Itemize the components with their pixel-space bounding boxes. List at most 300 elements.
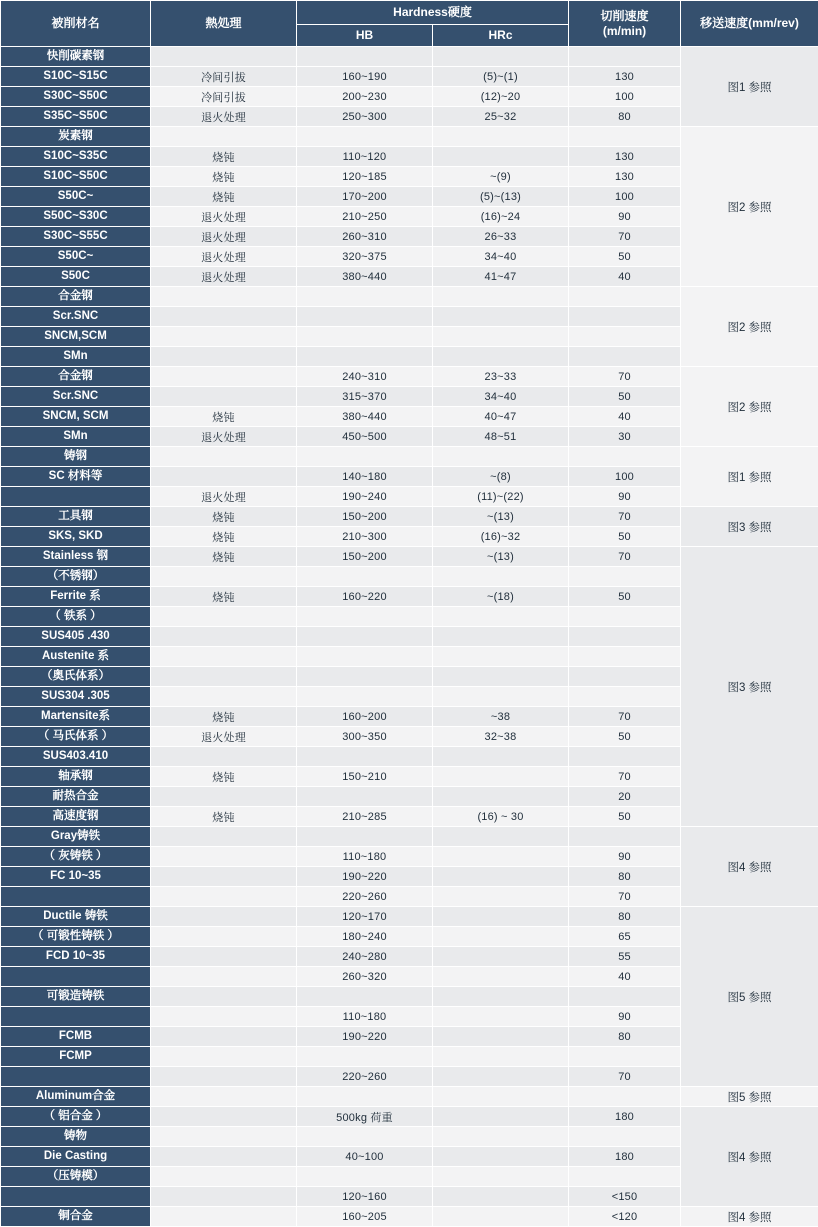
hardness-hrc-cell xyxy=(433,1007,569,1027)
heat-treatment-cell: 冷间引拔 xyxy=(151,67,297,87)
cutting-speed-cell xyxy=(569,687,681,707)
material-name-cell xyxy=(1,967,151,987)
hardness-hb-cell xyxy=(297,747,433,767)
hardness-hb-cell: 300~350 xyxy=(297,727,433,747)
cutting-speed-cell: 40 xyxy=(569,407,681,427)
hardness-hb-cell: 40~100 xyxy=(297,1147,433,1167)
material-name-cell: S10C~S35C xyxy=(1,147,151,167)
heat-treatment-cell xyxy=(151,467,297,487)
heat-treatment-cell: 退火处理 xyxy=(151,727,297,747)
cutting-speed-cell: 100 xyxy=(569,87,681,107)
hardness-hrc-cell xyxy=(433,887,569,907)
hardness-hb-cell: 315~370 xyxy=(297,387,433,407)
hardness-hb-cell: 210~285 xyxy=(297,807,433,827)
cutting-speed-cell: 50 xyxy=(569,727,681,747)
hardness-hb-cell: 150~210 xyxy=(297,767,433,787)
hardness-hb-cell xyxy=(297,667,433,687)
hardness-hrc-cell: ~(18) xyxy=(433,587,569,607)
cutting-speed-cell xyxy=(569,1087,681,1107)
heat-treatment-cell xyxy=(151,1047,297,1067)
feed-rate-note-cell: 图3 参照 xyxy=(681,547,818,827)
hardness-hrc-cell xyxy=(433,1167,569,1187)
table-body xyxy=(1,47,818,1227)
heat-treatment-cell xyxy=(151,1167,297,1187)
table-row xyxy=(1,907,818,927)
table-row xyxy=(1,47,818,67)
hardness-hb-cell: 170~200 xyxy=(297,187,433,207)
cutting-speed-cell: 100 xyxy=(569,187,681,207)
heat-treatment-cell xyxy=(151,747,297,767)
material-name-cell: SC 材料等 xyxy=(1,467,151,487)
cutting-speed-cell: 90 xyxy=(569,207,681,227)
heat-treatment-cell xyxy=(151,567,297,587)
material-name-cell: SUS405 .430 xyxy=(1,627,151,647)
heat-treatment-cell: 烧钝 xyxy=(151,507,297,527)
material-name-cell xyxy=(1,1187,151,1207)
hardness-hrc-cell xyxy=(433,1207,569,1227)
cutting-speed-cell: 130 xyxy=(569,67,681,87)
hardness-hb-cell: 380~440 xyxy=(297,407,433,427)
hardness-hb-cell: 260~320 xyxy=(297,967,433,987)
hardness-hrc-cell: (5)~(1) xyxy=(433,67,569,87)
heat-treatment-cell xyxy=(151,1147,297,1167)
hardness-hb-cell: 110~180 xyxy=(297,1007,433,1027)
cutting-speed-cell: 70 xyxy=(569,547,681,567)
material-name-cell: 铸物 xyxy=(1,1127,151,1147)
heat-treatment-cell: 退火处理 xyxy=(151,487,297,507)
header-hardness: Hardness硬度 xyxy=(297,1,569,25)
table-row xyxy=(1,1107,818,1127)
hardness-hrc-cell xyxy=(433,147,569,167)
hardness-hb-cell: 220~260 xyxy=(297,887,433,907)
hardness-hrc-cell xyxy=(433,1127,569,1147)
cutting-speed-cell: 80 xyxy=(569,907,681,927)
cutting-speed-cell: 130 xyxy=(569,167,681,187)
material-name-cell: FCD 10~35 xyxy=(1,947,151,967)
cutting-speed-cell xyxy=(569,47,681,67)
header-hb: HB xyxy=(297,25,433,47)
hardness-hb-cell: 120~160 xyxy=(297,1187,433,1207)
hardness-hb-cell xyxy=(297,567,433,587)
heat-treatment-cell xyxy=(151,1207,297,1227)
hardness-hb-cell: 250~300 xyxy=(297,107,433,127)
table-row xyxy=(1,507,818,527)
hardness-hb-cell: 210~300 xyxy=(297,527,433,547)
table-row xyxy=(1,547,818,567)
cutting-speed-cell: 80 xyxy=(569,867,681,887)
hardness-hb-cell: 200~230 xyxy=(297,87,433,107)
feed-rate-note-cell: 图2 参照 xyxy=(681,287,818,367)
heat-treatment-cell: 烧钝 xyxy=(151,547,297,567)
cutting-speed-cell: 65 xyxy=(569,927,681,947)
cutting-speed-cell: 90 xyxy=(569,487,681,507)
hardness-hb-cell xyxy=(297,1127,433,1147)
table-row xyxy=(1,447,818,467)
heat-treatment-cell: 烧钝 xyxy=(151,527,297,547)
cutting-speed-cell: 30 xyxy=(569,427,681,447)
hardness-hb-cell: 240~280 xyxy=(297,947,433,967)
material-name-cell: S50C~ xyxy=(1,187,151,207)
heat-treatment-cell xyxy=(151,1007,297,1027)
feed-rate-note-cell: 图5 参照 xyxy=(681,907,818,1087)
hardness-hrc-cell: 25~32 xyxy=(433,107,569,127)
heat-treatment-cell xyxy=(151,307,297,327)
material-name-cell: Ductile 铸铁 xyxy=(1,907,151,927)
hardness-hrc-cell: 23~33 xyxy=(433,367,569,387)
hardness-hb-cell: 160~190 xyxy=(297,67,433,87)
heat-treatment-cell: 烧钝 xyxy=(151,147,297,167)
hardness-hrc-cell: ~(13) xyxy=(433,507,569,527)
hardness-hrc-cell xyxy=(433,847,569,867)
material-name-cell: Die Casting xyxy=(1,1147,151,1167)
hardness-hrc-cell: 41~47 xyxy=(433,267,569,287)
hardness-hrc-cell xyxy=(433,1147,569,1167)
hardness-hrc-cell xyxy=(433,1067,569,1087)
cutting-speed-cell: 70 xyxy=(569,1067,681,1087)
hardness-hrc-cell xyxy=(433,1107,569,1127)
hardness-hb-cell: 160~220 xyxy=(297,587,433,607)
hardness-hb-cell: 240~310 xyxy=(297,367,433,387)
cutting-speed-cell xyxy=(569,327,681,347)
cutting-speed-cell: 90 xyxy=(569,847,681,867)
heat-treatment-cell xyxy=(151,1027,297,1047)
heat-treatment-cell xyxy=(151,1087,297,1107)
material-name-cell: （ 铁系 ） xyxy=(1,607,151,627)
material-name-cell: （不锈钢） xyxy=(1,567,151,587)
hardness-hb-cell xyxy=(297,787,433,807)
cutting-speed-cell: 40 xyxy=(569,267,681,287)
heat-treatment-cell xyxy=(151,647,297,667)
material-name-cell: Stainless 钢 xyxy=(1,547,151,567)
material-name-cell: 合金钢 xyxy=(1,367,151,387)
hardness-hb-cell xyxy=(297,1087,433,1107)
heat-treatment-cell: 烧钝 xyxy=(151,707,297,727)
material-name-cell: Aluminum合金 xyxy=(1,1087,151,1107)
material-name-cell: （ 可锻性铸铁 ） xyxy=(1,927,151,947)
heat-treatment-cell xyxy=(151,287,297,307)
hardness-hb-cell: 190~220 xyxy=(297,1027,433,1047)
hardness-hrc-cell xyxy=(433,1047,569,1067)
material-name-cell: S35C~S50C xyxy=(1,107,151,127)
hardness-hrc-cell xyxy=(433,987,569,1007)
hardness-hrc-cell xyxy=(433,607,569,627)
hardness-hrc-cell xyxy=(433,967,569,987)
hardness-hrc-cell xyxy=(433,1087,569,1107)
hardness-hrc-cell xyxy=(433,287,569,307)
cutting-speed-cell xyxy=(569,347,681,367)
material-name-cell: 快削碳素钢 xyxy=(1,47,151,67)
material-name-cell: S30C~S55C xyxy=(1,227,151,247)
material-name-cell: Ferrite 系 xyxy=(1,587,151,607)
hardness-hb-cell: 190~220 xyxy=(297,867,433,887)
hardness-hb-cell: 160~205 xyxy=(297,1207,433,1227)
hardness-hrc-cell: (16)~32 xyxy=(433,527,569,547)
material-name-cell: S50C xyxy=(1,267,151,287)
material-name-cell: FCMP xyxy=(1,1047,151,1067)
hardness-hrc-cell xyxy=(433,127,569,147)
heat-treatment-cell xyxy=(151,627,297,647)
heat-treatment-cell xyxy=(151,47,297,67)
hardness-hb-cell: 160~200 xyxy=(297,707,433,727)
material-name-cell: Austenite 系 xyxy=(1,647,151,667)
heat-treatment-cell xyxy=(151,887,297,907)
hardness-hb-cell xyxy=(297,687,433,707)
hardness-hrc-cell xyxy=(433,787,569,807)
hardness-hb-cell xyxy=(297,327,433,347)
heat-treatment-cell xyxy=(151,827,297,847)
hardness-hrc-cell xyxy=(433,327,569,347)
feed-rate-note-cell: 图1 参照 xyxy=(681,447,818,507)
cutting-speed-cell: 50 xyxy=(569,387,681,407)
hardness-hrc-cell xyxy=(433,447,569,467)
cutting-speed-cell xyxy=(569,747,681,767)
material-name-cell xyxy=(1,1007,151,1027)
material-name-cell: Scr.SNC xyxy=(1,307,151,327)
cutting-speed-cell: 50 xyxy=(569,587,681,607)
heat-treatment-cell: 烧钝 xyxy=(151,167,297,187)
material-name-cell: Martensite系 xyxy=(1,707,151,727)
feed-rate-note-cell: 图1 参照 xyxy=(681,47,818,127)
header-cutting-speed-line1: 切削速度 xyxy=(571,9,678,24)
heat-treatment-cell: 退火处理 xyxy=(151,427,297,447)
hardness-hb-cell xyxy=(297,1167,433,1187)
material-name-cell xyxy=(1,1067,151,1087)
hardness-hrc-cell xyxy=(433,747,569,767)
material-name-cell: SNCM, SCM xyxy=(1,407,151,427)
header-feed-rate: 移送速度(mm/rev) xyxy=(681,1,818,47)
heat-treatment-cell xyxy=(151,1187,297,1207)
hardness-hrc-cell: (5)~(13) xyxy=(433,187,569,207)
feed-rate-note-cell: 图2 参照 xyxy=(681,367,818,447)
cutting-speed-cell: 180 xyxy=(569,1147,681,1167)
cutting-speed-cell: 180 xyxy=(569,1107,681,1127)
header-material: 被削材名 xyxy=(1,1,151,47)
hardness-hb-cell: 320~375 xyxy=(297,247,433,267)
header-hrc: HRc xyxy=(433,25,569,47)
feed-rate-note-cell: 图4 参照 xyxy=(681,1207,818,1227)
hardness-hrc-cell: ~38 xyxy=(433,707,569,727)
hardness-hb-cell: 150~200 xyxy=(297,507,433,527)
heat-treatment-cell: 退火处理 xyxy=(151,247,297,267)
heat-treatment-cell xyxy=(151,1127,297,1147)
table-header xyxy=(1,1,818,47)
table-row xyxy=(1,827,818,847)
hardness-hrc-cell xyxy=(433,647,569,667)
heat-treatment-cell xyxy=(151,387,297,407)
hardness-hrc-cell: (16)~24 xyxy=(433,207,569,227)
feed-rate-note-cell: 图3 参照 xyxy=(681,507,818,547)
heat-treatment-cell xyxy=(151,667,297,687)
heat-treatment-cell xyxy=(151,1067,297,1087)
material-name-cell: 工具钢 xyxy=(1,507,151,527)
cutting-speed-cell xyxy=(569,607,681,627)
heat-treatment-cell: 冷间引拔 xyxy=(151,87,297,107)
hardness-hrc-cell xyxy=(433,627,569,647)
material-name-cell: （ 灰铸铁 ） xyxy=(1,847,151,867)
heat-treatment-cell xyxy=(151,787,297,807)
cutting-speed-cell xyxy=(569,647,681,667)
cutting-speed-cell xyxy=(569,1127,681,1147)
material-name-cell: 可锻造铸铁 xyxy=(1,987,151,1007)
heat-treatment-cell xyxy=(151,907,297,927)
hardness-hb-cell: 150~200 xyxy=(297,547,433,567)
hardness-hb-cell xyxy=(297,447,433,467)
material-name-cell xyxy=(1,887,151,907)
cutting-speed-cell xyxy=(569,667,681,687)
heat-treatment-cell xyxy=(151,847,297,867)
cutting-speed-cell: 50 xyxy=(569,527,681,547)
material-name-cell: SUS403.410 xyxy=(1,747,151,767)
material-name-cell: 耐热合金 xyxy=(1,787,151,807)
cutting-speed-cell: <120 xyxy=(569,1207,681,1227)
cutting-speed-cell xyxy=(569,1167,681,1187)
table-row xyxy=(1,1087,818,1107)
material-name-cell: S50C~ xyxy=(1,247,151,267)
hardness-hb-cell: 380~440 xyxy=(297,267,433,287)
hardness-hrc-cell xyxy=(433,767,569,787)
cutting-speed-cell xyxy=(569,987,681,1007)
hardness-hb-cell: 120~170 xyxy=(297,907,433,927)
hardness-hrc-cell xyxy=(433,1187,569,1207)
heat-treatment-cell xyxy=(151,927,297,947)
hardness-hb-cell: 450~500 xyxy=(297,427,433,447)
hardness-hrc-cell: (12)~20 xyxy=(433,87,569,107)
hardness-hb-cell: 120~185 xyxy=(297,167,433,187)
heat-treatment-cell xyxy=(151,867,297,887)
hardness-hrc-cell xyxy=(433,927,569,947)
material-name-cell: 轴承钢 xyxy=(1,767,151,787)
table-row xyxy=(1,367,818,387)
feed-rate-note-cell: 图5 参照 xyxy=(681,1087,818,1107)
header-row-1 xyxy=(1,1,818,25)
table-row xyxy=(1,127,818,147)
material-name-cell: S50C~S30C xyxy=(1,207,151,227)
cutting-speed-cell: 130 xyxy=(569,147,681,167)
cutting-speed-cell: 70 xyxy=(569,707,681,727)
cutting-speed-cell xyxy=(569,567,681,587)
feed-rate-note-cell: 图2 参照 xyxy=(681,127,818,287)
hardness-hb-cell xyxy=(297,127,433,147)
material-name-cell: SUS304 .305 xyxy=(1,687,151,707)
hardness-hrc-cell xyxy=(433,867,569,887)
hardness-hrc-cell xyxy=(433,307,569,327)
cutting-speed-cell: 90 xyxy=(569,1007,681,1027)
material-name-cell: SNCM,SCM xyxy=(1,327,151,347)
hardness-hb-cell xyxy=(297,987,433,1007)
hardness-hrc-cell xyxy=(433,567,569,587)
hardness-hb-cell xyxy=(297,827,433,847)
heat-treatment-cell xyxy=(151,1107,297,1127)
table-row xyxy=(1,287,818,307)
hardness-hb-cell: 190~240 xyxy=(297,487,433,507)
material-name-cell: SMn xyxy=(1,427,151,447)
cutting-speed-cell xyxy=(569,627,681,647)
cutting-speed-cell: 100 xyxy=(569,467,681,487)
header-cutting-speed xyxy=(569,1,681,47)
heat-treatment-cell: 退火处理 xyxy=(151,207,297,227)
material-name-cell: S10C~S15C xyxy=(1,67,151,87)
material-name-cell: 铸钢 xyxy=(1,447,151,467)
hardness-hrc-cell xyxy=(433,1027,569,1047)
hardness-hrc-cell: 34~40 xyxy=(433,247,569,267)
hardness-hrc-cell: 48~51 xyxy=(433,427,569,447)
hardness-hrc-cell: 34~40 xyxy=(433,387,569,407)
hardness-hb-cell xyxy=(297,627,433,647)
hardness-hrc-cell: ~(8) xyxy=(433,467,569,487)
hardness-hrc-cell: 26~33 xyxy=(433,227,569,247)
hardness-hrc-cell: 40~47 xyxy=(433,407,569,427)
hardness-hb-cell xyxy=(297,607,433,627)
cutting-speed-cell: <150 xyxy=(569,1187,681,1207)
heat-treatment-cell: 退火处理 xyxy=(151,227,297,247)
table-row xyxy=(1,1207,818,1227)
material-name-cell: Scr.SNC xyxy=(1,387,151,407)
material-name-cell: Gray铸铁 xyxy=(1,827,151,847)
material-name-cell: （ 铝合金 ） xyxy=(1,1107,151,1127)
cutting-speed-cell xyxy=(569,127,681,147)
heat-treatment-cell: 烧钝 xyxy=(151,407,297,427)
hardness-hrc-cell xyxy=(433,687,569,707)
material-name-cell: SKS, SKD xyxy=(1,527,151,547)
material-name-cell: 合金钢 xyxy=(1,287,151,307)
cutting-speed-cell: 70 xyxy=(569,507,681,527)
heat-treatment-cell xyxy=(151,987,297,1007)
hardness-hb-cell xyxy=(297,1047,433,1067)
cutting-speed-cell xyxy=(569,307,681,327)
heat-treatment-cell xyxy=(151,607,297,627)
cutting-speed-cell xyxy=(569,287,681,307)
material-name-cell: FC 10~35 xyxy=(1,867,151,887)
material-name-cell: S10C~S50C xyxy=(1,167,151,187)
heat-treatment-cell xyxy=(151,447,297,467)
cutting-speed-cell xyxy=(569,447,681,467)
hardness-hb-cell: 140~180 xyxy=(297,467,433,487)
hardness-hb-cell: 110~180 xyxy=(297,847,433,867)
heat-treatment-cell xyxy=(151,327,297,347)
header-heat-treatment: 熱処理 xyxy=(151,1,297,47)
hardness-hb-cell: 210~250 xyxy=(297,207,433,227)
header-cutting-speed-line2: (m/min) xyxy=(571,24,678,39)
heat-treatment-cell: 退火处理 xyxy=(151,107,297,127)
cutting-speed-cell: 70 xyxy=(569,227,681,247)
hardness-hrc-cell xyxy=(433,947,569,967)
hardness-hb-cell: 220~260 xyxy=(297,1067,433,1087)
feed-rate-note-cell: 图4 参照 xyxy=(681,1107,818,1207)
material-name-cell: 铜合金 xyxy=(1,1207,151,1227)
hardness-hb-cell: 180~240 xyxy=(297,927,433,947)
hardness-hb-cell: 260~310 xyxy=(297,227,433,247)
material-name-cell: （压铸模） xyxy=(1,1167,151,1187)
material-name-cell: （奥氏体系） xyxy=(1,667,151,687)
hardness-hrc-cell: (11)~(22) xyxy=(433,487,569,507)
hardness-hb-cell xyxy=(297,347,433,367)
material-name-cell: SMn xyxy=(1,347,151,367)
material-name-cell: 炭素钢 xyxy=(1,127,151,147)
cutting-speed-cell: 80 xyxy=(569,107,681,127)
hardness-hrc-cell: (16) ~ 30 xyxy=(433,807,569,827)
heat-treatment-cell: 退火处理 xyxy=(151,267,297,287)
hardness-hb-cell: 500kg 荷重 xyxy=(297,1107,433,1127)
hardness-hb-cell xyxy=(297,647,433,667)
hardness-hrc-cell xyxy=(433,347,569,367)
cutting-speed-cell: 70 xyxy=(569,767,681,787)
cutting-speed-cell: 20 xyxy=(569,787,681,807)
heat-treatment-cell xyxy=(151,347,297,367)
heat-treatment-cell: 烧钝 xyxy=(151,187,297,207)
cutting-speed-cell: 40 xyxy=(569,967,681,987)
hardness-hb-cell: 110~120 xyxy=(297,147,433,167)
hardness-hrc-cell: 32~38 xyxy=(433,727,569,747)
